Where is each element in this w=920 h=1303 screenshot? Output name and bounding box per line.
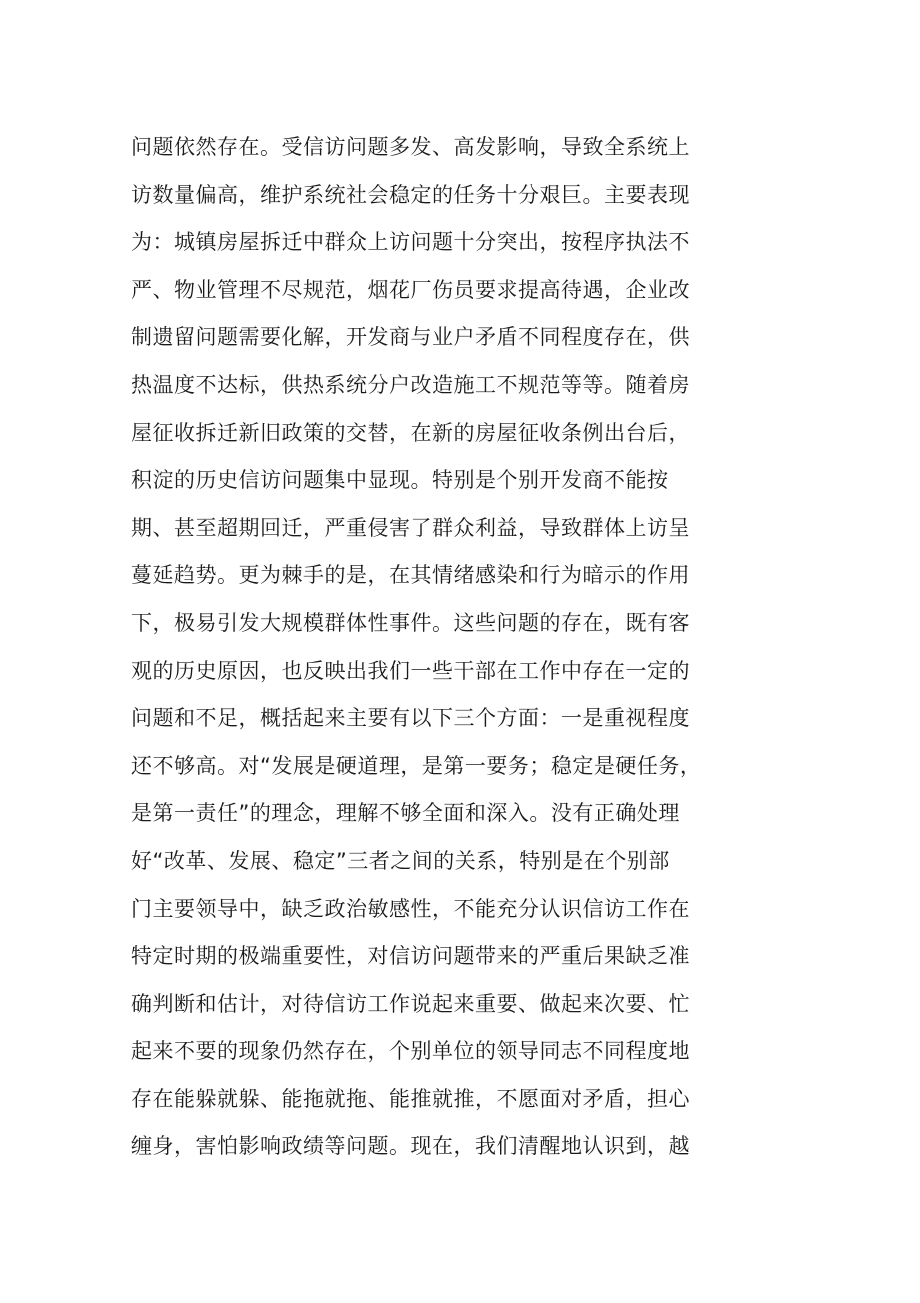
text-line: 门主要领导中，缺乏政治敏感性，不能充分认识信访工作在: [131, 896, 690, 921]
text-line: 屋征收拆迁新旧政策的交替，在新的房屋征收条例出台后，: [131, 420, 690, 445]
text-line: 好“改革、发展、稳定”三者之间的关系，特别是在个别部: [131, 848, 670, 873]
text-line: 缠身，害怕影响政绩等问题。现在，我们清醒地认识到，越: [131, 1134, 690, 1159]
text-line: 问题和不足，概括起来主要有以下三个方面：一是重视程度: [131, 706, 690, 731]
text-line: 蔓延趋势。更为棘手的是，在其情绪感染和行为暗示的作用: [131, 563, 690, 588]
text-line: 积淀的历史信访问题集中显现。特别是个别开发商不能按: [131, 468, 669, 493]
text-line: 存在能躲就躲、能拖就拖、能推就推，不愿面对矛盾，担心: [131, 1086, 690, 1111]
text-line: 还不够高。对“发展是硬道理，是第一要务；稳定是硬任务，: [131, 753, 702, 778]
text-line: 下，极易引发大规模群体性事件。这些问题的存在，既有客: [131, 610, 690, 635]
text-line: 观的历史原因，也反映出我们一些干部在工作中存在一定的: [131, 658, 690, 683]
text-line: 起来不要的现象仍然存在，个别单位的领导同志不同程度地: [131, 1039, 690, 1064]
text-line: 特定时期的极端重要性，对信访问题带来的严重后果缺乏准: [131, 944, 690, 969]
text-line: 问题依然存在。受信访问题多发、高发影响，导致全系统上: [131, 135, 690, 159]
text-line: 制遗留问题需要化解，开发商与业户矛盾不同程度存在，供: [131, 325, 690, 350]
text-line: 访数量偏高，维护系统社会稳定的任务十分艰巨。主要表现: [131, 182, 690, 207]
text-line: 严、物业管理不尽规范，烟花厂伤员要求提高待遇，企业改: [131, 277, 690, 302]
text-line: 热温度不达标，供热系统分户改造施工不规范等等。随着房: [131, 372, 690, 397]
text-line: 是第一责任”的理念，理解不够全面和深入。没有正确处理: [131, 801, 680, 826]
text-line: 为：城镇房屋拆迁中群众上访问题十分突出，按程序执法不: [131, 230, 690, 255]
text-line: 确判断和估计，对待信访工作说起来重要、做起来次要、忙: [131, 991, 690, 1016]
body-paragraph: [131, 124, 731, 1171]
text-line: 期、甚至超期回迁，严重侵害了群众利益，导致群体上访呈: [131, 515, 690, 540]
